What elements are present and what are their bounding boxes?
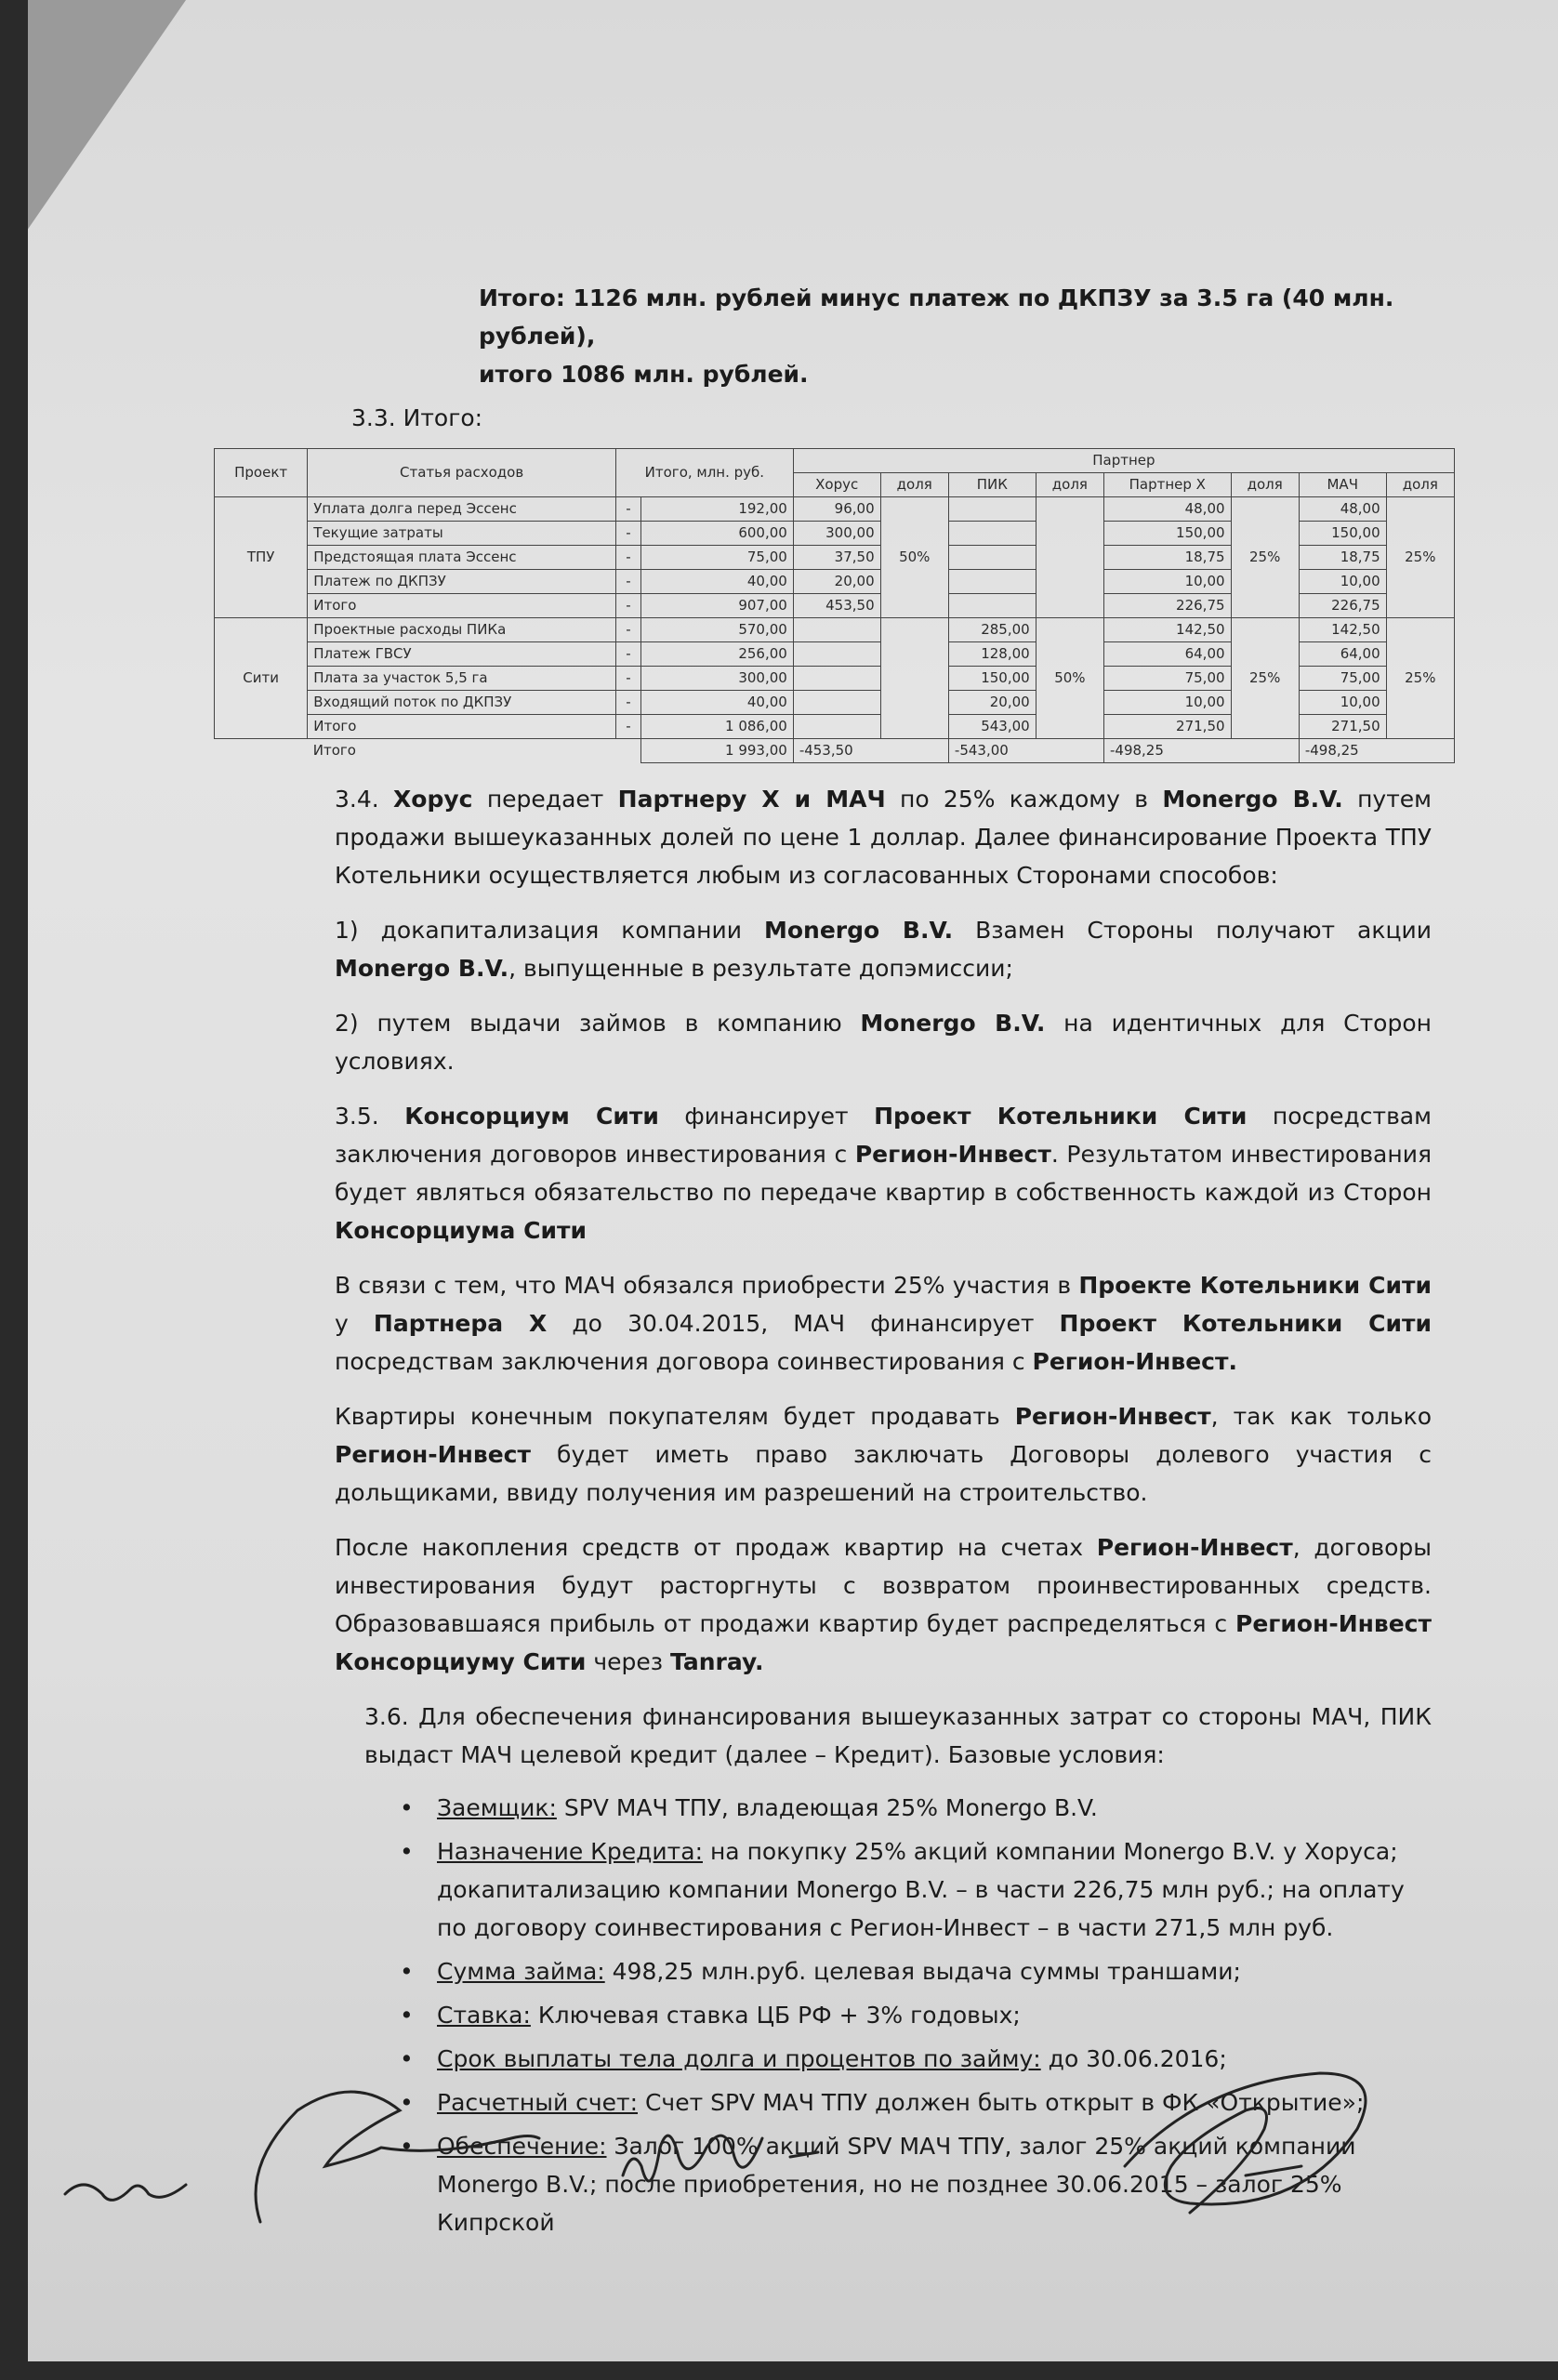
cell-mach: 64,00 xyxy=(1299,642,1386,667)
cell-mach: 48,00 xyxy=(1299,497,1386,522)
cell-item: Платеж ГВСУ xyxy=(308,642,616,667)
th-item: Статья расходов xyxy=(308,449,616,497)
cell-horus: 453,50 xyxy=(793,594,880,618)
signatures xyxy=(28,2036,1558,2268)
cell-mach: 75,00 xyxy=(1299,667,1386,691)
cell-dash: - xyxy=(615,618,640,642)
list-item: • Срок выплаты тела долга и процентов по займу: до 30.06.2016; xyxy=(205,2040,1432,2078)
cell-grand-px: -498,25 xyxy=(1104,739,1300,763)
cell-mach: 18,75 xyxy=(1299,546,1386,570)
bullet-icon: • xyxy=(400,1794,414,1821)
section-3-6 xyxy=(364,1698,1432,1774)
cell-pik xyxy=(948,570,1036,594)
cell-dash: - xyxy=(615,642,640,667)
cell-dash: - xyxy=(615,715,640,739)
list-item: • Заемщик: SPV МАЧ ТПУ, владеющая 25% Monergo B.V. xyxy=(205,1789,1432,1827)
section-3-6-intro: 3.6. Для обеспечения финансирования вышеуказанных затрат со стороны МАЧ, ПИК выдаст МАЧ целевой кредит (далее – Кредит). Базовые условия: xyxy=(364,1703,1432,1768)
th-pik: ПИК xyxy=(948,473,1036,497)
section-3-5-p2: В связи с тем, что МАЧ обязался приобрести 25% участия в Проекте Котельники Сити у Партнера Х до 30.04.2015, МАЧ финансирует Проект Котельники Сити посредствам заключения договора соинвестирования с Регион-Инвест. xyxy=(335,1272,1433,1375)
cell-total: 570,00 xyxy=(640,618,793,642)
cell-px: 271,50 xyxy=(1104,715,1232,739)
signature-1 xyxy=(65,2185,186,2200)
signature-3 xyxy=(623,2135,818,2181)
cell-px-share: 25% xyxy=(1231,618,1299,739)
cell-pik: 543,00 xyxy=(948,715,1036,739)
cell-item: Входящий поток по ДКПЗУ xyxy=(308,691,616,715)
cell-dash: - xyxy=(615,546,640,570)
folded-corner xyxy=(28,0,186,270)
cell-item: Платеж по ДКПЗУ xyxy=(308,570,616,594)
table-row-total xyxy=(215,739,1455,763)
cell-item: Итого xyxy=(308,715,616,739)
cell-total-label: Итого xyxy=(312,742,356,760)
th-total: Итого, млн. руб. xyxy=(615,449,793,497)
signature-4 xyxy=(1125,2073,1366,2213)
cell-horus: 37,50 xyxy=(793,546,880,570)
th-project: Проект xyxy=(215,449,308,497)
th-pik-share: доля xyxy=(1036,473,1103,497)
cell-dash: - xyxy=(615,594,640,618)
cell-total: 600,00 xyxy=(640,522,793,546)
cell-pik xyxy=(948,546,1036,570)
cell-total: 40,00 xyxy=(640,570,793,594)
list-item: • Ставка: Ключевая ставка ЦБ РФ + 3% годовых; xyxy=(205,1996,1432,2034)
cell-mach-share: 25% xyxy=(1386,618,1454,739)
cell-empty xyxy=(215,739,308,763)
top-total-line2: итого 1086 млн. рублей. xyxy=(479,361,809,388)
section-3-5-p1: 3.5. Консорциум Сити финансирует Проект Котельники Сити посредствам заключения договоров инвестирования с Регион-Инвест. Результатом инвестирования будет являться обязательство по передаче квартир в собственность каждой из Сторон Консорциума Сити xyxy=(335,1103,1433,1244)
cell-pik-share xyxy=(1036,497,1103,618)
list-item: • Расчетный счет: Счет SPV МАЧ ТПУ должен быть открыт в ФК «Открытие»; xyxy=(205,2083,1432,2122)
table-row xyxy=(215,497,1455,522)
cell-grand-pik: -543,00 xyxy=(948,739,1103,763)
th-partner-x: Партнер Х xyxy=(1104,473,1232,497)
document-body xyxy=(205,279,1438,2241)
cell-px: 142,50 xyxy=(1104,618,1232,642)
cell-pik: 128,00 xyxy=(948,642,1036,667)
cell-px: 150,00 xyxy=(1104,522,1232,546)
cell-total: 1 086,00 xyxy=(640,715,793,739)
th-mach-share: доля xyxy=(1386,473,1454,497)
project-tpu: ТПУ xyxy=(215,497,308,618)
bullet-icon: • xyxy=(400,1838,414,1865)
cell-px: 10,00 xyxy=(1104,691,1232,715)
cell-item: Плата за участок 5,5 га xyxy=(308,667,616,691)
cell-mach: 150,00 xyxy=(1299,522,1386,546)
cell-horus xyxy=(793,715,880,739)
th-horus: Хорус xyxy=(793,473,880,497)
cell-item: Итого xyxy=(308,594,616,618)
list-item: • Назначение Кредита: на покупку 25% акций компании Monergo B.V. у Хоруса; докапитализацию компании Monergo B.V. – в части 226,75 млн руб.; на оплату по договору соинвестирования с Регион-Инвест – в части 271,5 млн руб. xyxy=(205,1832,1432,1947)
cell-mach-share: 25% xyxy=(1386,497,1454,618)
th-px-share: доля xyxy=(1231,473,1299,497)
section-3-4-option-1: 1) докапитализация компании Monergo B.V. Взамен Стороны получают акции Monergo B.V., выпущенные в результате допэмиссии; xyxy=(335,917,1432,982)
cell-mach: 271,50 xyxy=(1299,715,1386,739)
cell-horus: 20,00 xyxy=(793,570,880,594)
cell-horus xyxy=(793,691,880,715)
cell-pik-share: 50% xyxy=(1036,618,1103,739)
cell-pik: 285,00 xyxy=(948,618,1036,642)
cell-dash xyxy=(615,739,640,763)
section-3-5-p4: После накопления средств от продаж квартир на счетах Регион-Инвест, договоры инвестирования будут расторгнуты с возвратом проинвестированных средств. Образовавшаяся прибыль от продажи квартир будет распределяться с Регион-Инвест Консорциуму Сити через Tanray. xyxy=(335,1534,1433,1675)
cell-item: Предстоящая плата Эссенс xyxy=(308,546,616,570)
cell-dash: - xyxy=(615,570,640,594)
cell-horus xyxy=(793,667,880,691)
finance-table xyxy=(214,448,1455,763)
cell-px: 18,75 xyxy=(1104,546,1232,570)
cell-px: 75,00 xyxy=(1104,667,1232,691)
cell-px: 226,75 xyxy=(1104,594,1232,618)
top-total xyxy=(479,279,1432,393)
cell-horus xyxy=(793,618,880,642)
list-item: • Сумма займа: 498,25 млн.руб. целевая выдача суммы траншами; xyxy=(205,1952,1432,1990)
bullet-icon: • xyxy=(400,1958,414,1985)
cell-total: 192,00 xyxy=(640,497,793,522)
th-horus-share: доля xyxy=(880,473,948,497)
project-city: Сити xyxy=(215,618,308,739)
cell-pik: 20,00 xyxy=(948,691,1036,715)
section-3-5 xyxy=(335,1097,1432,1681)
top-total-line1: Итого: 1126 млн. рублей минус платеж по ДКПЗУ за 3.5 га (40 млн. рублей), xyxy=(479,284,1394,350)
cell-total: 40,00 xyxy=(640,691,793,715)
cell-mach: 226,75 xyxy=(1299,594,1386,618)
cell-grand-total: 1 993,00 xyxy=(640,739,793,763)
signature-2 xyxy=(256,2092,539,2222)
section-3-4-text: 3.4. Хорус передает Партнеру Х и МАЧ по 25% каждому в Monergo B.V. путем продажи вышеуказанных долей по цене 1 доллар. Далее финансирование Проекта ТПУ Котельники осуществляется любым из согласованных Сторонами способов: xyxy=(335,786,1433,889)
cell-dash: - xyxy=(615,667,640,691)
cell-horus-share xyxy=(880,618,948,739)
cell-pik: 150,00 xyxy=(948,667,1036,691)
cell-grand-mach: -498,25 xyxy=(1299,739,1454,763)
cell-total: 907,00 xyxy=(640,594,793,618)
cell-dash: - xyxy=(615,691,640,715)
cell-total: 256,00 xyxy=(640,642,793,667)
th-partner: Партнер xyxy=(793,449,1454,473)
table-header-row xyxy=(215,449,1455,473)
table-row xyxy=(215,618,1455,642)
list-item: • Обеспечение: Залог 100% акций SPV МАЧ ТПУ, залог 25% акций компании Monergo B.V.; после приобретения, но не позднее 30.06.2015 – залог 25% Кипрской xyxy=(205,2127,1432,2241)
section-3-4 xyxy=(335,780,1432,1080)
cell-px: 48,00 xyxy=(1104,497,1232,522)
section-3-3-title: 3.3. Итого: xyxy=(351,404,483,431)
cell-total: 75,00 xyxy=(640,546,793,570)
cell-px-share: 25% xyxy=(1231,497,1299,618)
cell-horus: 300,00 xyxy=(793,522,880,546)
cell-total: 300,00 xyxy=(640,667,793,691)
document-page xyxy=(28,0,1558,2361)
cell-mach: 10,00 xyxy=(1299,570,1386,594)
cell-item: Проектные расходы ПИКа xyxy=(308,618,616,642)
cell-px: 10,00 xyxy=(1104,570,1232,594)
bullet-icon: • xyxy=(400,2133,414,2160)
cell-horus-share: 50% xyxy=(880,497,948,618)
cell-pik xyxy=(948,594,1036,618)
cell-mach: 10,00 xyxy=(1299,691,1386,715)
cell-horus: 96,00 xyxy=(793,497,880,522)
cell-px: 64,00 xyxy=(1104,642,1232,667)
bullet-icon: • xyxy=(400,2045,414,2072)
bullet-icon: • xyxy=(400,2089,414,2116)
cell-item: Текущие затраты xyxy=(308,522,616,546)
cell-pik xyxy=(948,522,1036,546)
cell-horus xyxy=(793,642,880,667)
cell-pik xyxy=(948,497,1036,522)
cell-item: Уплата долга перед Эссенс xyxy=(308,497,616,522)
cell-dash: - xyxy=(615,522,640,546)
cell-dash: - xyxy=(615,497,640,522)
section-3-5-p3: Квартиры конечным покупателям будет продавать Регион-Инвест, так как только Регион-Инвест будет иметь право заключать Договоры долевого участия с дольщиками, ввиду получения им разрешений на строительство. xyxy=(335,1403,1432,1506)
cell-grand-horus: -453,50 xyxy=(793,739,948,763)
section-3-4-option-2: 2) путем выдачи займов в компанию Monergo B.V. на идентичных для Сторон условиях. xyxy=(335,1010,1432,1075)
bullet-icon: • xyxy=(400,2002,414,2029)
cell-mach: 142,50 xyxy=(1299,618,1386,642)
th-mach: МАЧ xyxy=(1299,473,1386,497)
